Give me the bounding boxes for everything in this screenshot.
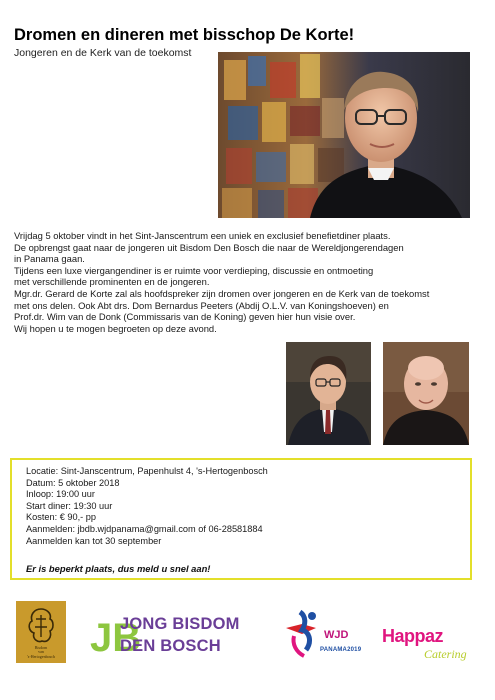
body-text: [14, 230, 484, 334]
coat-of-arms-icon: [16, 603, 66, 649]
jb-mark-letters: JB: [90, 616, 142, 660]
body-line: in Panama gaan.: [14, 253, 85, 265]
hero-photo: [218, 52, 470, 218]
speaker-photo-abbot: [383, 342, 469, 445]
wjd-panama-logo: [280, 606, 380, 666]
bisdom-line: Bisdom: [34, 644, 48, 650]
wjd-text: WJD: [324, 629, 349, 641]
monk-portrait-image: [383, 342, 469, 445]
event-details: [26, 466, 268, 547]
body-line: De opbrengst gaat naar de jongeren uit Bisdom Den Bosch die naar de Wereldjongerendagen: [14, 241, 404, 253]
body-line: Mgr.dr. Gerard de Korte zal als hoofdspreker zijn dromen over jongeren en de Kerk van de toekomst: [14, 287, 430, 299]
event-registration-deadline: Aanmelden kan tot 30 september: [26, 535, 162, 546]
body-line: Vrijdag 5 oktober vindt in het Sint-Janscentrum een uniek en exclusief benefietdiner plaats.: [14, 230, 391, 241]
catering-text: Catering: [424, 647, 467, 661]
bishop-portrait-image: [218, 52, 470, 218]
event-cost: Kosten: € 90,- pp: [26, 512, 96, 523]
jb-line-2: DEN BOSCH: [120, 637, 221, 655]
jong-bisdom-logo: [90, 611, 252, 663]
event-entry-time: Inloop: 19:00 uur: [26, 489, 95, 500]
jb-line-1: JONG BISDOM: [120, 615, 240, 633]
body-line: Tijdens een luxe viergangendiner is er ruimte voor verdieping, discussie en ontmoeting: [14, 264, 374, 276]
speaker-photo-commissioner: [286, 342, 371, 445]
bisdom-line: van: [38, 649, 44, 655]
event-location: Locatie: Sint-Janscentrum, Papenhulst 4, 's-Hertogenbosch: [26, 466, 268, 476]
happaz-catering-logo: [382, 626, 482, 666]
wjd-cross-icon: [280, 606, 324, 666]
call-to-action: Er is beperkt plaats, dus meld u snel aan!: [26, 563, 211, 574]
happaz-text: Happaz: [382, 626, 444, 646]
event-registration: Aanmelden: jbdb.wjdpanama@gmail.com of 06-28581884: [26, 523, 263, 534]
body-line: met ons delen. Ook Abt drs. Dom Bernardus Peeters (Abdij O.L.V. van Koningshoeven) en: [14, 299, 389, 311]
body-line: met verschillende prominenten en de jongeren.: [14, 276, 210, 288]
page-title: Dromen en dineren met bisschop De Korte!: [14, 26, 355, 44]
page-subtitle: Jongeren en de Kerk van de toekomst: [14, 47, 192, 59]
jb-mark-icon: [90, 611, 142, 663]
wjd-subtext: PANAMA2019: [320, 647, 362, 653]
bisdom-logo: [16, 601, 66, 663]
event-dinner-start: Start diner: 19:30 uur: [26, 500, 113, 511]
man-in-suit-image: [286, 342, 371, 445]
bisdom-line: 's-Hertogenbosch: [27, 653, 55, 659]
event-date: Datum: 5 oktober 2018: [26, 477, 120, 488]
body-line: Prof.dr. Wim van de Donk (Commissaris van de Koning) geven hier hun visie over.: [14, 311, 356, 323]
body-line: Wij hopen u te mogen begroeten op deze avond.: [14, 322, 217, 334]
